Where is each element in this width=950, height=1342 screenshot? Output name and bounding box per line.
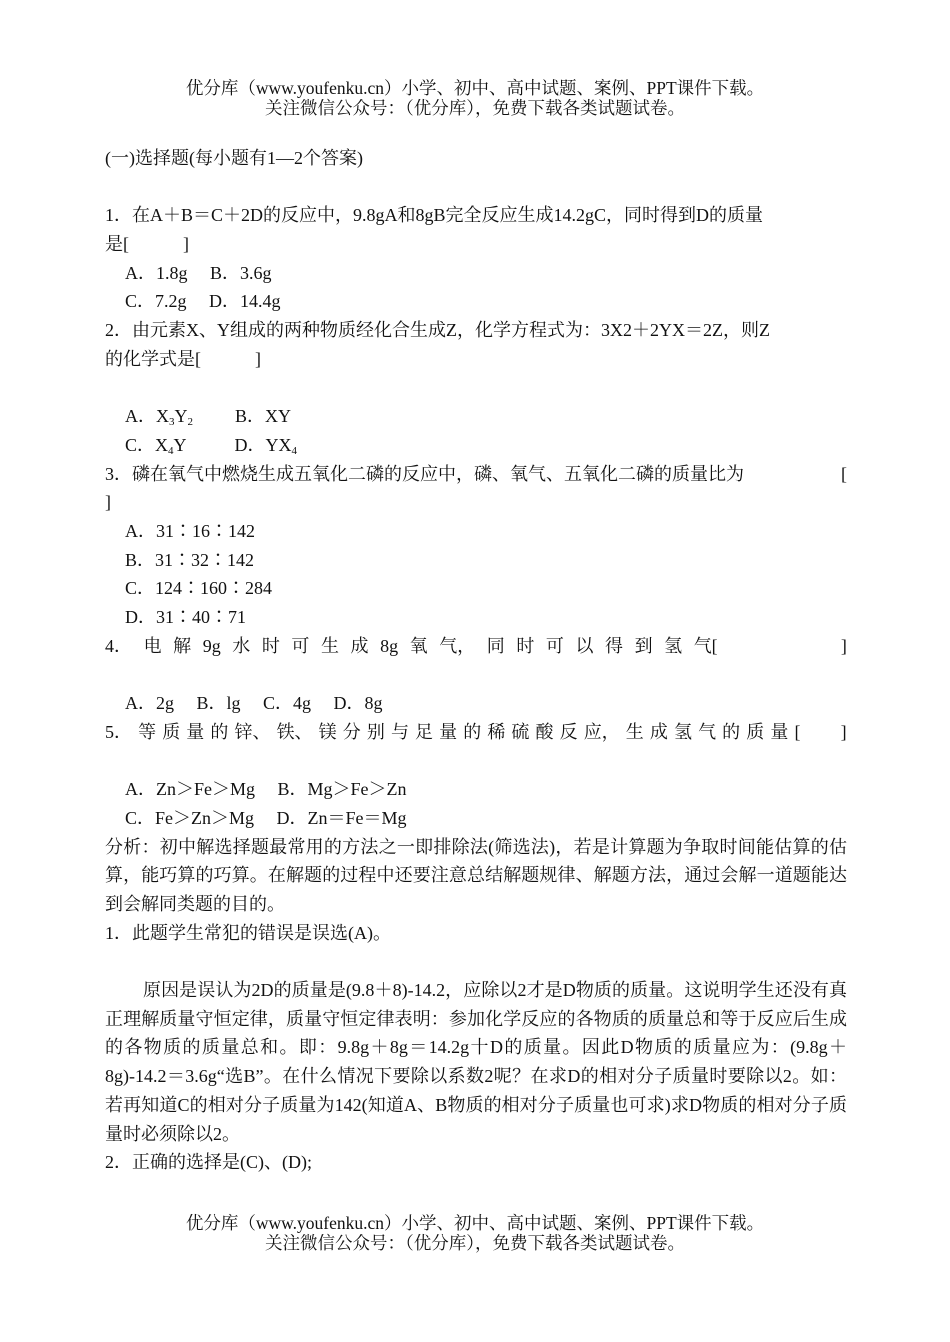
q2-option-d: D．$YX_4$ [234,434,298,457]
q2-option-b: B．XY [235,406,292,427]
q2-option-a: A．$X_3Y_2$ [125,406,193,429]
analysis-item-2: 2．正确的选择是(C)、(D); [105,1152,312,1173]
q1-line-2: 是[ ] [105,234,189,255]
page-footer [0,1213,950,1253]
q2-line-1: 2．由元素X、Y组成的两种物质经化合生成Z，化学方程式为：3X2＋2YX＝2Z，则Z [105,320,770,341]
q3-line-1 [105,460,847,489]
q5-options-row-1: A．Zn＞Fe＞Mg B．Mg＞Fe＞Zn [125,779,407,800]
q2-line-2: 的化学式是[ ] [105,348,261,369]
document-body [105,144,847,1177]
q2-option-c: C．$X_4Y$ [125,434,187,457]
page-header [0,78,950,118]
q4-line-1: 4． 电 解 9g 水 时 可 生 成 8g 氧 气， 同 时 可 以 得 到 氢 气[ ] [105,635,847,656]
header-line-1: 优分库（www.youfenku.cn）小学、初中、高中试题、案例、PPT课件下载。 [185,78,765,98]
analysis-item-1: 1．此题学生常犯的错误是误选(A)。 [105,922,391,943]
q4-options: A．2g B．lg C．4g D．8g [125,693,383,714]
q3-line-2: ] [105,492,111,513]
q3-bracket-open: [ [841,463,847,484]
q5-options-row-2: C．Fe＞Zn＞Mg D．Zn＝Fe＝Mg [125,807,407,828]
q5-line-1: 5． 等 质 量 的 锌、 铁、 镁 分 别 与 足 量 的 稀 硫 酸 反 应， 生 成 氢 气 的 质 量 [ ] [105,721,847,742]
analysis-paragraph: 分析：初中解选择题最常用的方法之一即排除法(筛选法)，若是计算题为争取时间能估算的估算，能巧算的巧算。在解题的过程中还要注意总结解题规律、解题方法，通过会解一道题能达到会解同类题的目的。 [105,836,847,914]
q3-option-c: C．124∶160∶284 [125,578,273,599]
footer-line-1: 优分库（www.youfenku.cn）小学、初中、高中试题、案例、PPT课件下载。 [185,1213,765,1233]
q1-line-1: 1．在A＋B＝C＋2D的反应中，9.8gA和8gB完全反应生成14.2gC，同时得到D的质量 [105,205,764,226]
q1-options-row-1: A．1.8g B．3.6g [125,262,272,283]
q2-options-row-2 [105,431,847,460]
q3-option-a: A．31∶16∶142 [125,520,255,541]
analysis-reason: 原因是误认为2D的质量是(9.8＋8)-14.2，应除以2才是D物质的质量。这说明学生还没有真正理解质量守恒定律，质量守恒定律表明：参加化学反应的各物质的质量总和等于反应后生成的各物质的质量总和。即：9.8g＋8g＝14.2g十D的质量。因此D物质的质量应为：(9.8g＋8g)-14.2＝3.6g“选B”。在什么情况下要除以系数2呢？在求D的相对分子质量时要除以2。如：若再知道C的相对分子质量为142(知道A、B物质的相对分子质量也可求)求D物质的相对分子质量时必须除以2。 [105,979,847,1144]
q1-options-row-2: C．7.2g D．14.4g [125,291,281,312]
q3-option-d: D．31∶40∶71 [125,607,246,627]
q3-stem: 3．磷在氧气中燃烧生成五氧化二磷的反应中，磷、氧气、五氧化二磷的质量比为 [105,463,744,484]
q2-options-row-1 [105,402,847,431]
footer-line-2: 关注微信公众号：（优分库），免费下载各类试题试卷。 [265,1233,685,1253]
q3-option-b: B．31∶32∶142 [125,549,255,570]
section-title: (一)选择题(每小题有1—2个答案) [105,148,363,168]
header-line-2: 关注微信公众号：（优分库），免费下载各类试题试卷。 [265,98,685,118]
